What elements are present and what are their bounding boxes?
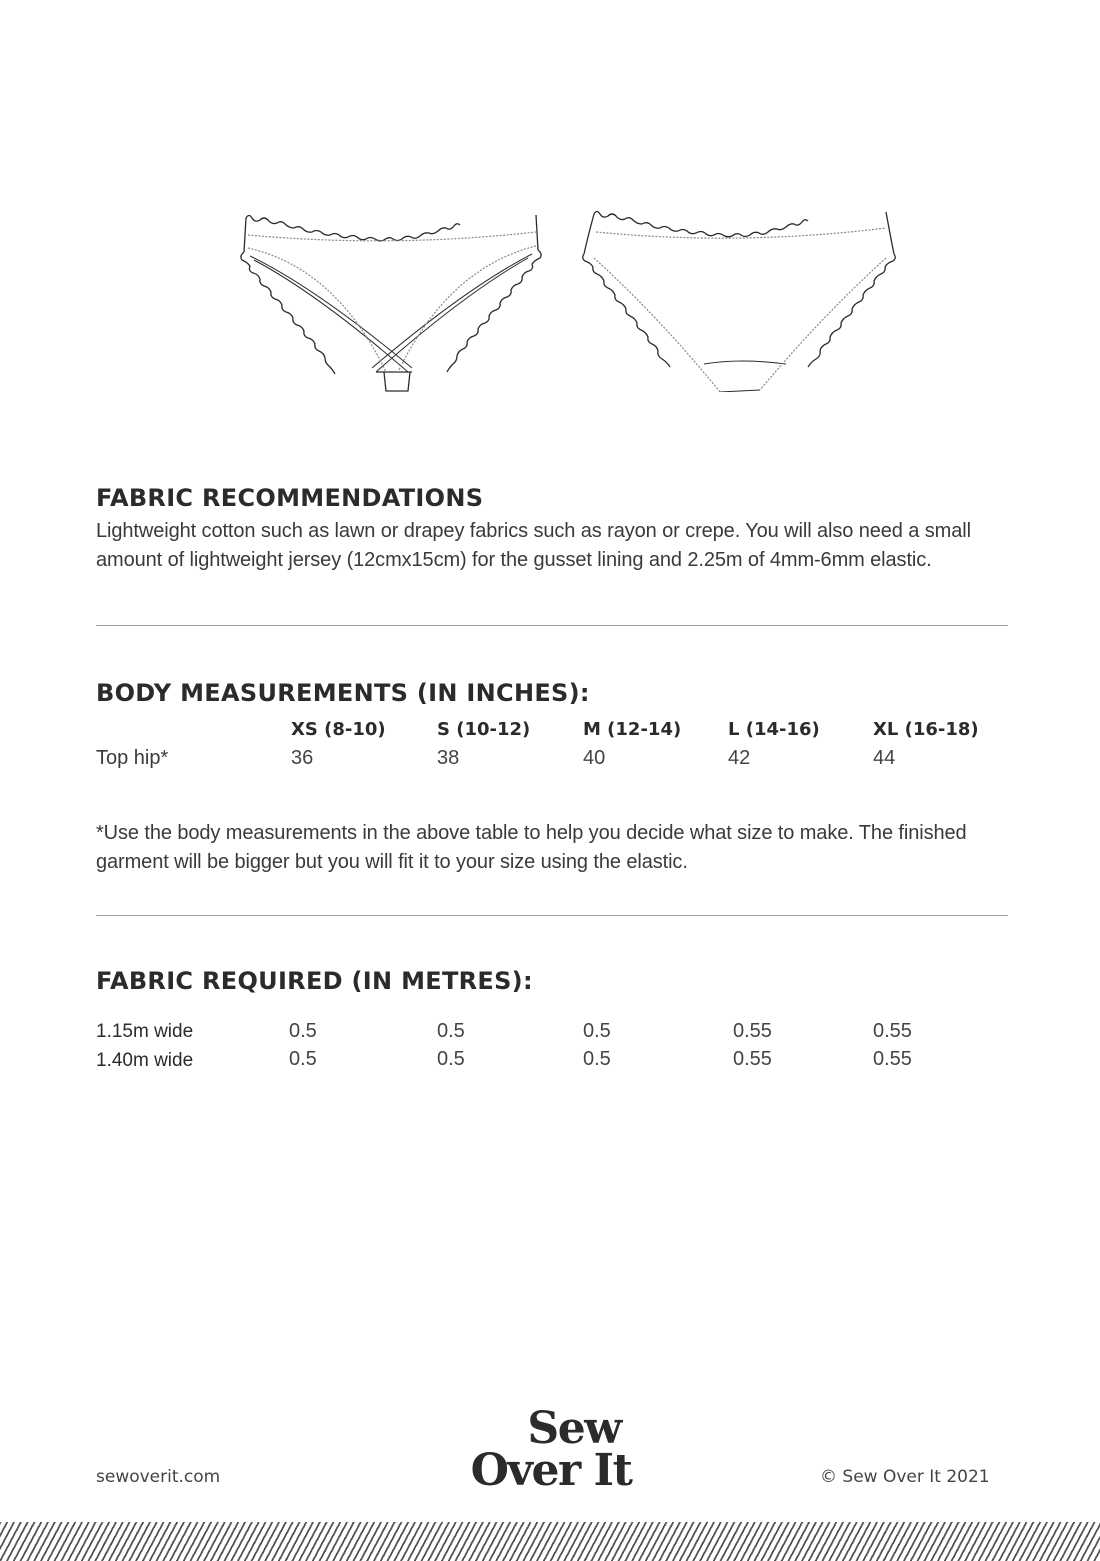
table-cell: 0.55: [873, 1048, 912, 1070]
fabric-recommendations-text: Lightweight cotton such as lawn or drapey fabrics such as rayon or crepe. You will also need a small amount of lightweight jersey (12cmx15cm) for the gusset lining and 2.25m of 4mm-6mm elastic.: [96, 520, 971, 571]
size-header-l: L (14-16): [728, 719, 820, 740]
table-cell: 0.55: [733, 1048, 772, 1070]
body-measurements-heading: BODY MEASUREMENTS (IN INCHES):: [96, 679, 590, 707]
size-header-xs: XS (8-10): [291, 719, 386, 740]
garment-front-icon: [236, 208, 548, 392]
garment-back-icon: [580, 208, 900, 392]
fabric-recommendations-heading: FABRIC RECOMMENDATIONS: [96, 484, 484, 512]
table-cell: 38: [437, 747, 460, 769]
logo-line-1: Sew: [527, 1403, 621, 1454]
table-cell: 36: [291, 747, 314, 769]
table-cell: 0.5: [289, 1048, 317, 1070]
table-cell: 0.55: [733, 1020, 772, 1042]
section-divider: [96, 915, 1008, 916]
table-cell: 40: [583, 747, 606, 769]
row-label: Top hip*: [96, 747, 169, 769]
logo-line-2: Over It: [470, 1445, 632, 1496]
section-divider: [96, 625, 1008, 626]
table-cell: 0.5: [437, 1048, 465, 1070]
website-link[interactable]: sewoverit.com: [96, 1467, 221, 1487]
size-header-m: M (12-14): [583, 719, 682, 740]
size-header-s: S (10-12): [437, 719, 531, 740]
measurements-note: *Use the body measurements in the above table to help you decide what size to make. The finished garment will be bigger but you will fit it to your size using the elastic.: [96, 822, 967, 873]
table-cell: 0.5: [583, 1020, 611, 1042]
decorative-hatch-band: [0, 1522, 1100, 1561]
row-label: 1.15m wide: [96, 1021, 194, 1042]
table-cell: 0.5: [437, 1020, 465, 1042]
table-cell: 0.5: [583, 1048, 611, 1070]
table-cell: 42: [728, 747, 751, 769]
table-cell: 0.5: [289, 1020, 317, 1042]
table-cell: 0.55: [873, 1020, 912, 1042]
table-cell: 44: [873, 747, 896, 769]
fabric-required-heading: FABRIC REQUIRED (IN METRES):: [96, 967, 533, 995]
brand-logo: [466, 1403, 636, 1496]
row-label: 1.40m wide: [96, 1050, 194, 1071]
size-header-xl: XL (16-18): [873, 719, 979, 740]
copyright-text: © Sew Over It 2021: [820, 1467, 990, 1487]
